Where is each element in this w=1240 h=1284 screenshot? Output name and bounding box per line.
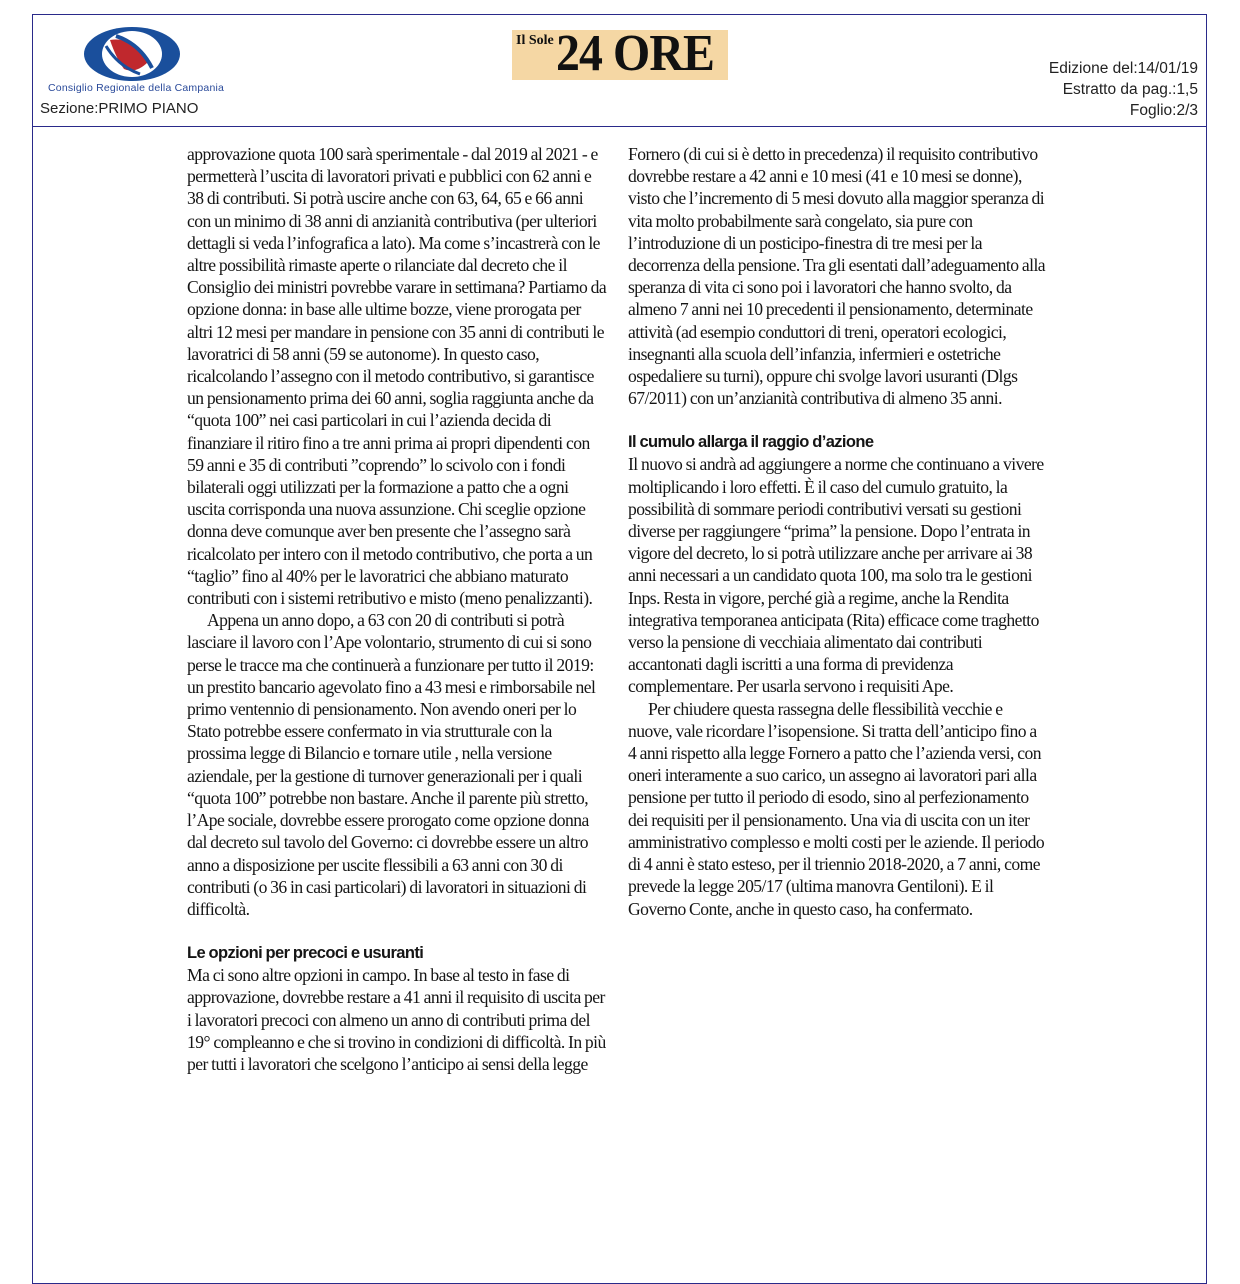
paragraph: Per chiudere questa rassegna delle flessibilità vecchie e nuove, vale ricordare l’isopensione. Si tratta dell’anticipo fino a 4 anni rispetto alla legge Fornero a patto che l’azienda versi, con oneri interamente a suo carico, un assegno ai lavoratori pari alla pensione per tutto il periodo di esodo, sino al perfezionamento dei requisiti per il pensionamento. Una via di uscita con un iter amministrativo complesso e molti costi per le aziende. Il periodo di 4 anni è stato esteso, per il triennio 2018-2020, a 7 anni, come prevede la legge 205/17 (ultima manovra Gentiloni). E il Governo Conte, anche in questo caso, ha confermato. xyxy=(628,698,1045,919)
paragraph: Appena un anno dopo, a 63 con 20 di contributi si potrà lasciare il lavoro con l’Ape volontario, strumento di cui si sono perse le tracce ma che continuerà a funzionare per tutto il 2019: un prestito bancario agevolato fino a 43 mesi e rimborsabile nel primo ventennio di pensionamento. Non avendo oneri per lo Stato potrebbe essere confermato in via strutturale con la prossima legge di Bilancio e tornare utile , nella versione aziendale, per la gestione di turnover generazionali per i quali “quota 100” potrebbe non bastare. Anche il parente più stretto, l’Ape sociale, dovrebbe essere prorogato come opzione donna dal decreto sul tavolo del Governo: ci dovrebbe essere un altro anno a disposizione per uscite flessibili a 63 anni con 30 di contributi (o 36 in casi particolari) di lavoratori in situazioni di difficoltà. xyxy=(187,610,596,919)
paragraph: Fornero (di cui si è detto in precedenza) il requisito contributivo dovrebbe restare a 42 anni e 10 mesi (41 e 10 mesi se donne), visto che l’incremento di 5 mesi dovuto alla maggior speranza di vita molto probabilmente sarà congelato, sia pure con l’introduzione di un posticipo-finestra di tre mesi per la decorrenza della pensione. Tra gli esentati dall’adeguamento alla speranza di vita ci sono poi i lavoratori che hanno svolto, da almeno 7 anni nei 10 precedenti il pensionamento, determinate attività (ad esempio conduttori di treni, operatori ecologici, insegnanti alla scuola dell’infanzia, infermieri e ostetriche ospedaliere su turni), oppure chi svolge lavori usuranti (Dlgs 67/2011) con un’anzianità contributiva di almeno 35 anni. xyxy=(628,144,1046,409)
sheet-number: Foglio:2/3 xyxy=(1129,102,1198,119)
extract-page: Estratto da pag.:1,5 xyxy=(1062,81,1198,98)
header-divider xyxy=(32,126,1207,127)
paragraph: approvazione quota 100 sarà sperimentale - dal 2019 al 2021 - e permetterà l’uscita di lavoratori privati e pubblici con 62 anni e 38 di contributi. Si potrà uscire anche con 63, 64, 65 e 66 anni con un minimo di 38 anni di anzianità contributiva (per ulteriori dettagli si veda l’infografica a lato). Ma come s’incastrerà con le altre possibilità rimaste aperte o rilanciate dal decreto che il Consiglio dei ministri povrebbe varare in settimana? Partiamo da opzione donna: in base alle ultime bozze, viene prorogata per altri 12 mesi per mandare in pensione con 35 anni di contributi le lavoratrici di 58 anni (59 se autonome). In questo caso, ricalcolando l’assegno con il metodo contributivo, si garantisce un pensionamento prima dei 60 anni, soglia raggiunta anche da “quota 100” nei casi particolari in cui l’azienda decida di finanziare il ritiro fino a tre anni prima ai propri dipendenti con 59 anni e 35 di contributi ”coprendo” lo scivolo con i fondi bilaterali oggi utilizzati per la formazione a patto che a ogni uscita corrisponda una nuova assunzione. Chi sceglie opzione donna deve comunque aver ben presente che l’assegno sarà ricalcolato per intero con il metodo contributivo, che porta a un “taglio” fino al 40% per le lavoratrici che abbiano maturato contributi con i sistemi retributivo e misto (meno penalizzanti). xyxy=(187,144,607,609)
section-label: Sezione:PRIMO PIANO xyxy=(40,100,199,117)
paragraph: Ma ci sono altre opzioni in campo. In base al testo in fase di approvazione, dovrebbe restare a 41 anni il requisito di uscita per i lavoratori precoci con almeno un anno di contributi prima del 19° compleanno e che si trovino in condizioni di difficoltà. In più per tutti i lavoratori che scelgono l’anticipo ai sensi della legge xyxy=(187,965,606,1074)
masthead-big-text: 24 ORE xyxy=(556,25,714,82)
article-column-left xyxy=(187,143,607,1075)
paragraph: Il nuovo si andrà ad aggiungere a norme che continuano a vivere moltiplicando i loro effetti. È il caso del cumulo gratuito, la possibilità di sommare periodi contributivi versati su gestioni diverse per raggiungere “prima” la pensione. Dopo l’entrata in vigore del decreto, lo si potrà utilizzare anche per arrivare ai 38 anni necessari a un candidato quota 100, ma solo tra le gestioni Inps. Resta in vigore, perché già a regime, anche la Rendita integrativa temporanea anticipata (Rita) efficace come traghetto verso la pensione di vecchiaia alimentato dai contributi accantonati dagli iscritti a una forma di previdenza complementare. Per usarla servono i requisiti Ape. xyxy=(628,454,1044,697)
article-column-right xyxy=(628,143,1048,920)
subheading: Il cumulo allarga il raggio d’azione xyxy=(628,433,874,452)
logo-caption: Consiglio Regionale della Campania xyxy=(48,82,225,94)
masthead-small-text: Il Sole xyxy=(516,33,554,48)
edition-info xyxy=(1049,58,1198,121)
masthead-logo xyxy=(512,25,728,82)
subheading: Le opzioni per precoci e usuranti xyxy=(187,944,424,963)
edition-date: Edizione del:14/01/19 xyxy=(1048,60,1198,77)
